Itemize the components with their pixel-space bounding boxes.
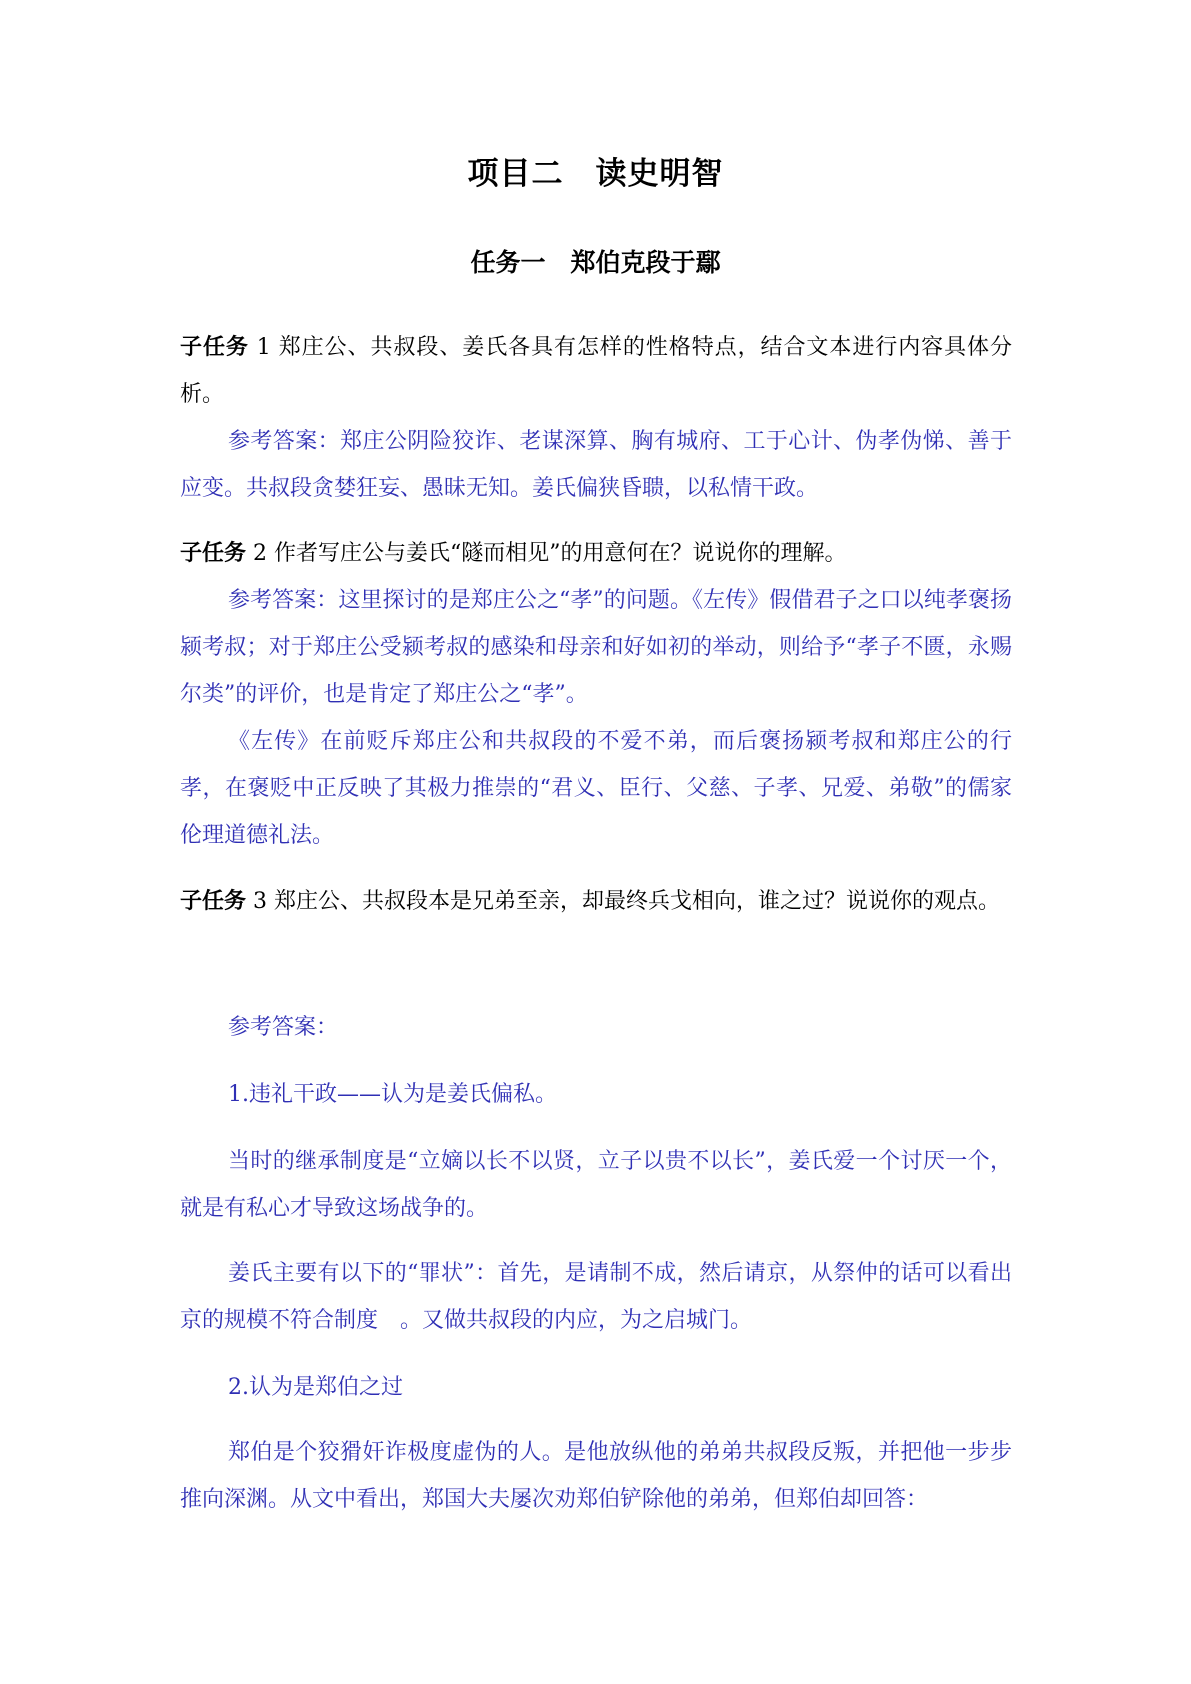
subtask3-label: 子任务 (180, 889, 247, 914)
subtask2-question-text: 作者写庄公与姜氏“隧而相见”的用意何在？说说你的理解。 (274, 541, 847, 566)
subtask3-point1: 1.违礼干政——认为是姜氏偏私。 (228, 1082, 557, 1107)
subtask3-question (180, 878, 1012, 925)
subtask2-answer: 参考答案：这里探讨的是郑庄公之“孝”的问题。《左传》假借君子之口以纯孝褒扬颍考叔；对于郑庄公受颍考叔的感染和母亲和好如初的举动，则给予“孝子不匮，永赐尔类”的评价，也是肯定了郑庄公之“孝”。 (180, 588, 1012, 707)
subtask1-number: 1 (248, 335, 279, 360)
subtask3-paragraph1: 当时的继承制度是“立嫡以长不以贤，立子以贵不以长”，姜氏爱一个讨厌一个，就是有私心才导致这场战争的。 (180, 1149, 1012, 1221)
subtask3-number: 3 (246, 889, 274, 914)
subtask2-label: 子任务 (180, 541, 247, 566)
subtask1-question (180, 324, 1012, 418)
subtask2-question (180, 530, 1012, 577)
subtask3-paragraph3: 郑伯是个狡猾奸诈极度虚伪的人。是他放纵他的弟弟共叔段反叛，并把他一步步推向深渊。从文中看出，郑国大夫屡次劝郑伯铲除他的弟弟，但郑伯却回答： (180, 1440, 1012, 1512)
project-title: 项目二 读史明智 (467, 156, 724, 192)
subtask3-paragraph2: 姜氏主要有以下的“罪状”：首先，是请制不成，然后请京，从祭仲的话可以看出京的规模不符合制度 。又做共叔段的内应，为之启城门。 (180, 1261, 1012, 1333)
subtask1-label: 子任务 (180, 335, 249, 360)
subtask3-question-text: 郑庄公、共叔段本是兄弟至亲，却最终兵戈相向，谁之过？说说你的观点。 (274, 889, 1001, 914)
task-title: 任务一 郑伯克段于鄢 (470, 248, 721, 277)
subtask3-answer-label: 参考答案： (228, 1015, 339, 1040)
subtask2-number: 2 (246, 541, 274, 566)
subtask2-answer-paragraph2: 《左传》在前贬斥郑庄公和共叔段的不爱不弟，而后褒扬颍考叔和郑庄公的行孝，在褒贬中正反映了其极力推崇的“君义、臣行、父慈、子孝、兄爱、弟敬”的儒家伦理道德礼法。 (180, 729, 1012, 848)
subtask1-answer: 参考答案：郑庄公阴险狡诈、老谋深算、胸有城府、工于心计、伪孝伪悌、善于应变。共叔段贪婪狂妄、愚昧无知。姜氏偏狭昏聩，以私情干政。 (180, 429, 1012, 501)
subtask1-question-text: 郑庄公、共叔段、姜氏各具有怎样的性格特点，结合文本进行内容具体分析。 (180, 335, 1012, 407)
subtask3-point2: 2.认为是郑伯之过 (228, 1375, 403, 1400)
